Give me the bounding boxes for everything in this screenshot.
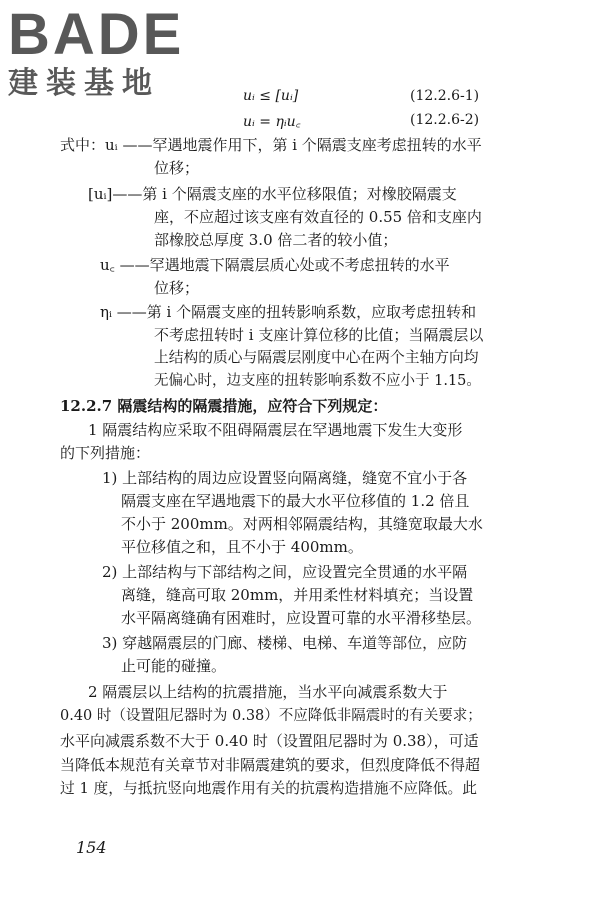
text-line: 当降低本规范有关章节对非隔震建筑的要求，但烈度降低不得超 — [60, 756, 481, 774]
text-line: u꜀ ——罕遇地震下隔震层质心处或不考虑扭转的水平 — [100, 256, 450, 274]
page-number: 154 — [76, 838, 107, 857]
text-line: 隔震支座在罕遇地震下的最大水平位移值的 1.2 倍且 — [121, 492, 470, 510]
text-line: 位移； — [154, 279, 200, 297]
list-item: 1) 上部结构的周边应设置竖向隔离缝，缝宽不宜小于各 — [102, 469, 468, 487]
section-heading: 12.2.7 隔震结构的隔震措施，应符合下列规定： — [60, 397, 388, 415]
equation-1-expr: uᵢ ≤ [uᵢ] — [243, 88, 299, 104]
text-line: 止可能的碰撞。 — [121, 657, 227, 675]
text-line: 上结构的质心与隔震层刚度中心在两个主轴方向均 — [154, 349, 479, 366]
text-line: 的下列措施： — [60, 444, 151, 462]
text-line: 部橡胶总厚度 3.0 倍二者的较小值； — [154, 231, 398, 249]
text-line: 平位移值之和，且不小于 400mm。 — [121, 538, 363, 556]
text-line: 无偏心时，边支座的扭转影响系数不应小于 1.15。 — [154, 373, 481, 389]
text-line: 水平隔离缝确有困难时，应设置可靠的水平滑移垫层。 — [121, 609, 482, 627]
text-line: 式中：uᵢ ——罕遇地震作用下，第 i 个隔震支座考虑扭转的水平 — [60, 136, 482, 154]
equation-1-number: (12.2.6-1) — [410, 88, 480, 104]
text-line: 过 1 度，与抵抗竖向地震作用有关的抗震构造措施不应降低。此 — [60, 780, 478, 797]
logo — [8, 2, 185, 102]
text-line: 水平向减震系数不大于 0.40 时（设置阻尼器时为 0.38），可适 — [60, 732, 479, 750]
text-line: 不小于 200mm。对两相邻隔震结构，其缝宽取最大水 — [121, 515, 483, 533]
text-line: 位移； — [154, 159, 200, 177]
text-line: [uᵢ]——第 i 个隔震支座的水平位移限值；对橡胶隔震支 — [88, 185, 457, 203]
equation-2-number: (12.2.6-2) — [410, 112, 480, 128]
text-line: 不考虑扭转时 i 支座计算位移的比值；当隔震层以 — [154, 326, 484, 344]
text-line: 0.40 时（设置阻尼器时为 0.38）不应降低非隔震时的有关要求； — [60, 708, 482, 724]
text-line: 2 隔震层以上结构的抗震措施，当水平向减震系数大于 — [88, 683, 448, 701]
text-line: 1 隔震结构应采取不阻碍隔震层在罕遇地震下发生大变形 — [88, 421, 463, 439]
text-line: ηᵢ ——第 i 个隔震支座的扭转影响系数，应取考虑扭转和 — [100, 303, 477, 321]
equation-2-expr: uᵢ = ηᵢu꜀ — [243, 114, 301, 130]
text-line: 座，不应超过该支座有效直径的 0.55 倍和支座内 — [154, 208, 482, 226]
logo-brand: BADE — [8, 2, 185, 67]
list-item: 3) 穿越隔震层的门廊、楼梯、电梯、车道等部位，应防 — [102, 634, 468, 652]
list-item: 2) 上部结构与下部结构之间，应设置完全贯通的水平隔 — [102, 563, 468, 581]
text-line: 离缝，缝高可取 20mm，并用柔性材料填充；当设置 — [121, 586, 474, 604]
logo-subtitle: 建装基地 — [8, 66, 160, 101]
